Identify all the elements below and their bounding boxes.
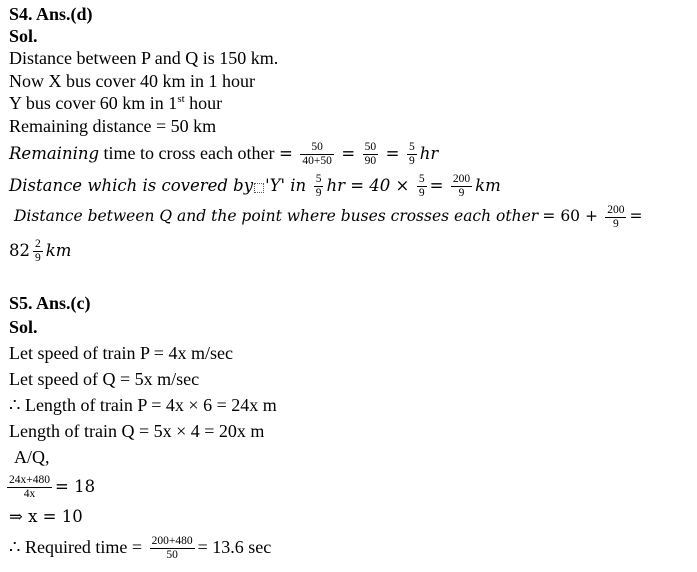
s5-line-speed-q: Let speed of Q = 5x m/sec — [9, 369, 200, 389]
fraction: $\frac{200+480}{50}$ — [151, 535, 193, 562]
fraction: $\frac{2}{9}$ — [35, 238, 41, 265]
s5-line-solve-x: ⇒ x = 10 — [9, 507, 83, 526]
s4-sol-label: Sol. — [9, 26, 38, 46]
fraction: $\frac{5}{9}$ — [408, 141, 415, 168]
fraction: $\frac{50}{40+50}$ — [302, 141, 332, 168]
s4-line-remaining: Remaining distance = 50 km — [9, 116, 217, 136]
s4-line-result: 82 $\frac{2}{9}$ km — [9, 238, 72, 265]
s4-heading: S4. Ans.(d) — [9, 4, 93, 24]
fraction: $\frac{5}{9}$ — [418, 173, 425, 200]
s4-line-distance: Distance between P and Q is 150 km. — [9, 48, 279, 68]
s5-line-aq: A/Q, — [14, 447, 50, 467]
s4-line-x-bus: Now X bus cover 40 km in 1 hour — [9, 71, 255, 91]
s4-line-covered: Distance which is covered by 'Y' in $\frac{5}{9}$ hr = 40 × $\frac{5}{9}$ = $\frac{200}{9}$ km — [9, 173, 501, 200]
s4-line-between: Distance between Q and the point where buses crosses each other = 60 + $\frac{200}{9}$ = — [14, 203, 643, 230]
fraction: $\frac{24x+480}{4x}$ — [9, 474, 50, 501]
s4-line-time: Remaining time to cross each other = $\frac{50}{40+50}$ = $\frac{50}{90}$ = $\frac{5}{9}$ hr — [9, 141, 439, 168]
missing-glyph-icon — [254, 183, 264, 193]
s5-heading: S5. Ans.(c) — [9, 293, 91, 313]
s5-sol-label: Sol. — [9, 317, 38, 337]
s5-line-equation: $\frac{24x+480}{4x}$ = 18 — [9, 474, 96, 501]
fraction: $\frac{50}{90}$ — [364, 141, 377, 168]
s4-line-y-bus: Y bus cover 60 km in 1st hour — [9, 93, 223, 113]
fraction: $\frac{5}{9}$ — [315, 173, 322, 200]
fraction: $\frac{200}{9}$ — [452, 173, 471, 200]
s5-line-time: ∴ Required time = $\frac{200+480}{50}$ = 13.6 sec — [9, 535, 272, 562]
s5-line-speed-p: Let speed of train P = 4x m/sec — [9, 343, 233, 363]
s5-line-length-p: ∴ Length of train P = 4x × 6 = 24x m — [9, 395, 277, 415]
s5-line-length-q: Length of train Q = 5x × 4 = 20x m — [9, 421, 265, 441]
fraction: $\frac{200}{9}$ — [607, 203, 625, 230]
